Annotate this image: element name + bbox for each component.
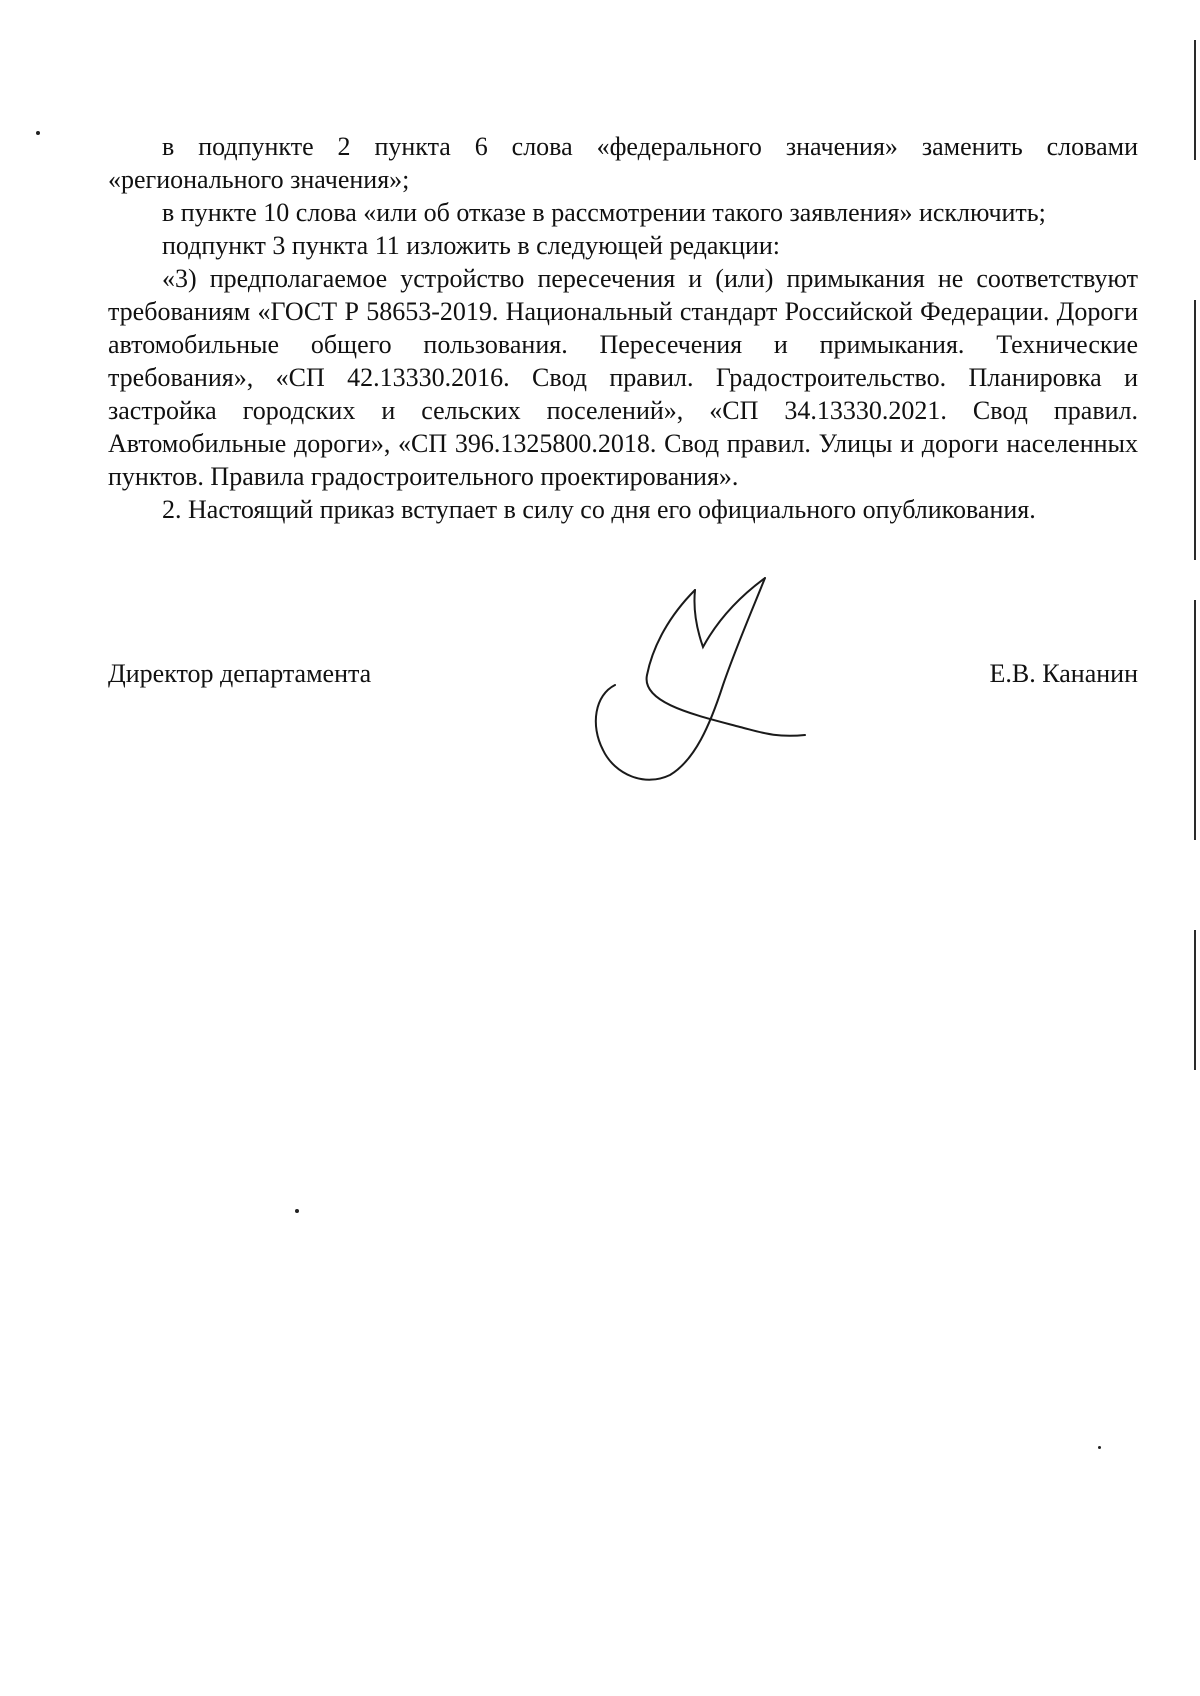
signer-title: Директор департамента [108, 659, 372, 688]
handwritten-signature [575, 575, 830, 810]
scan-edge [1186, 0, 1200, 1696]
signer-name: Е.В. Кананин [989, 659, 1138, 688]
paragraph-amendment-3: подпункт 3 пункта 11 изложить в следующей редакции: [162, 231, 781, 260]
document-body [108, 130, 1138, 526]
signature-stroke-descender [596, 578, 765, 780]
paragraph-entry-into-force: 2. Настоящий приказ вступает в силу со дня его официального опубликования. [162, 495, 1036, 524]
paragraph-amendment-1: в подпункте 2 пункта 6 слова «федерального значения» заменить словами «регионального значения»; [108, 132, 1138, 194]
signature-stroke-loop [647, 590, 805, 736]
scan-speck [36, 131, 40, 135]
paragraph-amendment-text: «3) предполагаемое устройство пересечения и (или) примыкания не соответствуют требованиям «ГОСТ Р 58653-2019. Национальный стандарт Российской Федерации. Дороги автомобильные общего пользования. Пересечения и примыкания. Технические требования», «СП 42.13330.2016. Свод правил. Градостроительство. Планировка и застройка городских и сельских поселений», «СП 34.13330.2021. Свод правил. Автомобильные дороги», «СП 396.1325800.2018. Свод правил. Улицы и дороги населенных пунктов. Правила градостроительного проектирования». [108, 264, 1138, 491]
scan-speck [295, 1209, 299, 1213]
signature-stroke-hook [694, 578, 765, 647]
scan-speck [1098, 1446, 1101, 1449]
paragraph-amendment-2: в пункте 10 слова «или об отказе в рассмотрении такого заявления» исключить; [162, 198, 1046, 227]
